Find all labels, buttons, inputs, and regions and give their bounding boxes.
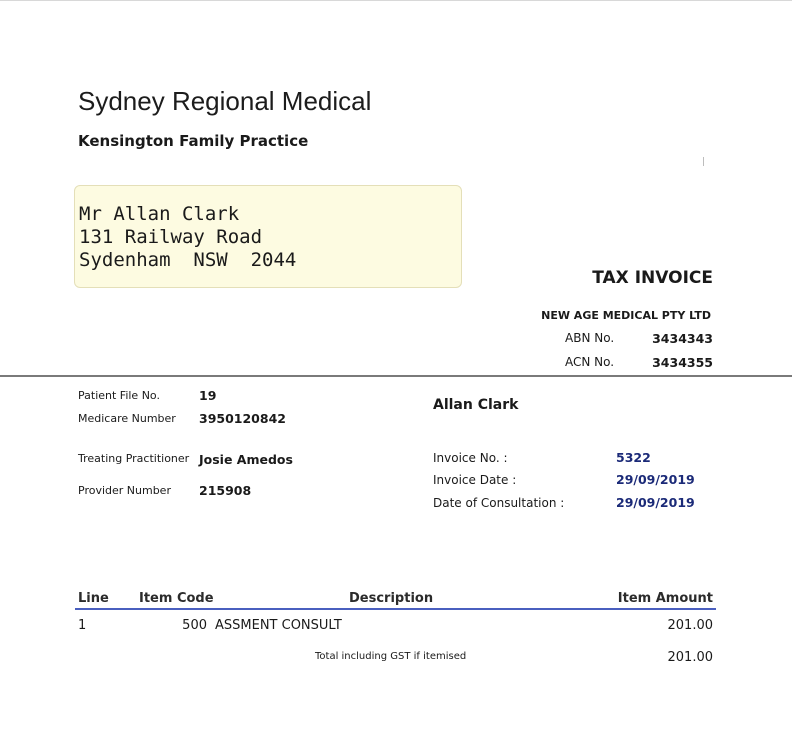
column-header-item-code: Item Code bbox=[139, 591, 214, 606]
acn-value: 3434355 bbox=[652, 355, 713, 370]
address-line-name: Mr Allan Clark bbox=[79, 203, 240, 225]
invoice-number-label: Invoice No. : bbox=[433, 451, 508, 465]
decorative-tick bbox=[703, 157, 704, 166]
consultation-date-value: 29/09/2019 bbox=[616, 495, 695, 510]
column-header-description: Description bbox=[349, 591, 434, 606]
practitioner-value: Josie Amedos bbox=[199, 452, 293, 467]
medicare-value: 3950120842 bbox=[199, 411, 286, 426]
section-divider bbox=[0, 375, 792, 377]
provider-value: 215908 bbox=[199, 483, 252, 498]
company-name: NEW AGE MEDICAL PTY LTD bbox=[541, 309, 711, 322]
practice-name: Sydney Regional Medical bbox=[78, 86, 372, 116]
acn-label: ACN No. bbox=[565, 355, 615, 369]
row-line-number: 1 bbox=[78, 618, 87, 633]
row-item-code: 500 bbox=[182, 618, 207, 633]
column-header-line: Line bbox=[78, 591, 109, 606]
abn-value: 3434343 bbox=[652, 331, 713, 346]
practice-subtitle: Kensington Family Practice bbox=[78, 132, 309, 150]
patient-file-value: 19 bbox=[199, 388, 217, 403]
practitioner-label: Treating Practitioner bbox=[78, 452, 190, 465]
abn-label: ABN No. bbox=[565, 331, 615, 345]
patient-file-label: Patient File No. bbox=[78, 389, 160, 402]
consultation-date-label: Date of Consultation : bbox=[433, 496, 565, 510]
invoice-date-label: Invoice Date : bbox=[433, 473, 517, 487]
row-item-amount: 201.00 bbox=[667, 618, 713, 633]
total-label: Total including GST if itemised bbox=[315, 651, 467, 662]
invoice-number-value: 5322 bbox=[616, 450, 651, 465]
patient-name: Allan Clark bbox=[433, 397, 519, 413]
medicare-label: Medicare Number bbox=[78, 412, 176, 425]
row-description: ASSMENT CONSULT bbox=[215, 618, 342, 633]
total-value: 201.00 bbox=[667, 650, 713, 665]
column-header-item-amount: Item Amount bbox=[617, 591, 713, 606]
table-header-rule bbox=[75, 608, 716, 610]
invoice-date-value: 29/09/2019 bbox=[616, 472, 695, 487]
page-top-border bbox=[0, 0, 792, 1]
address-line-street: 131 Railway Road bbox=[79, 226, 263, 248]
provider-label: Provider Number bbox=[78, 484, 171, 497]
tax-invoice-title: TAX INVOICE bbox=[592, 268, 713, 288]
address-box bbox=[74, 185, 462, 288]
address-line-suburb: Sydenham NSW 2044 bbox=[79, 249, 297, 271]
